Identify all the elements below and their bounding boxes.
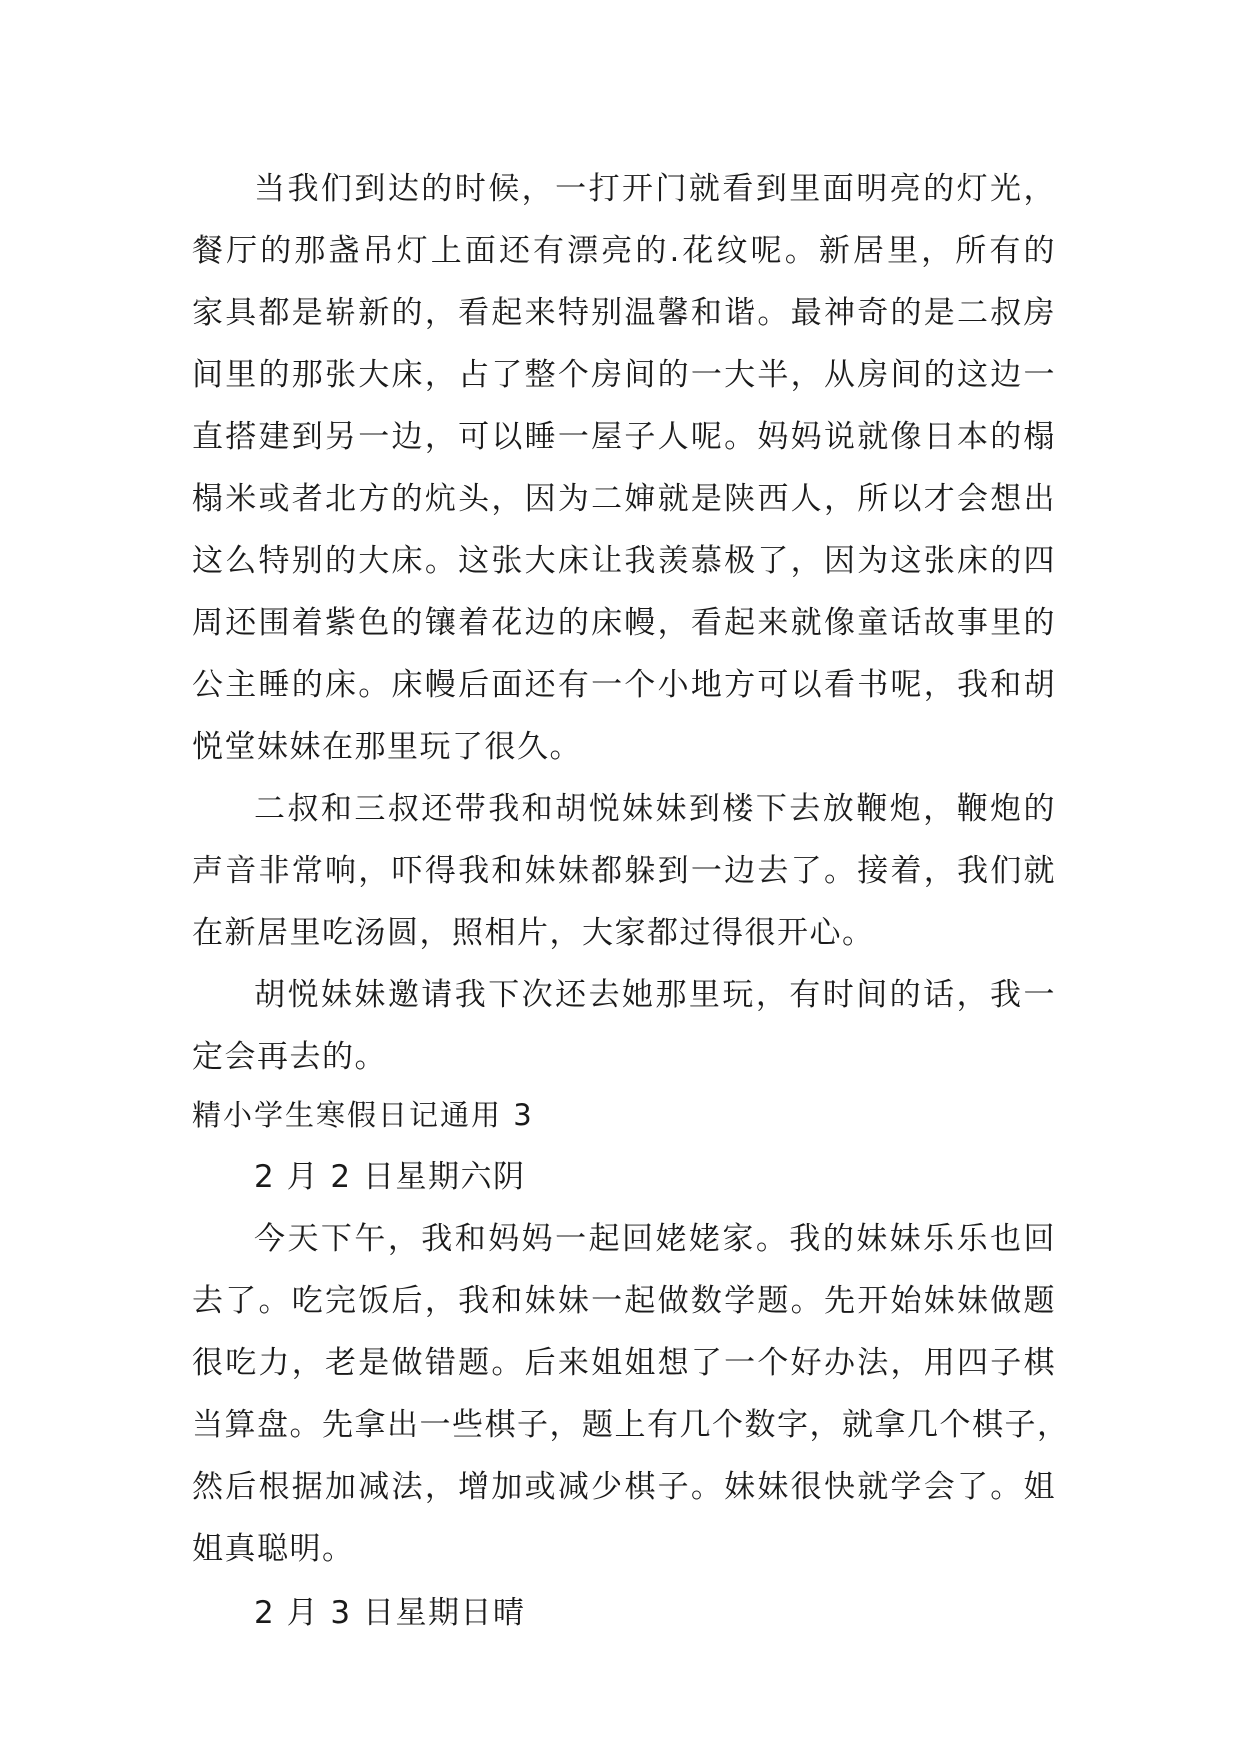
text-line: 很吃力，老是做错题。后来姐姐想了一个好办法，用四子棋: [192, 1345, 1056, 1381]
section-title: 精小学生寒假日记通用 3: [192, 1098, 534, 1132]
text-line: 然后根据加减法，增加或减少棋子。妹妹很快就学会了。姐: [192, 1469, 1056, 1505]
entry-date: 2 月 3 日星期日晴: [254, 1595, 526, 1631]
text-line: 直搭建到另一边，可以睡一屋子人呢。妈妈说就像日本的榻: [192, 419, 1056, 455]
text-line: 公主睡的床。床幔后面还有一个小地方可以看书呢，我和胡: [192, 667, 1056, 703]
text-line: 姐真聪明。: [192, 1531, 355, 1567]
entry-date: 2 月 2 日星期六阴: [254, 1159, 526, 1195]
text-line: 去了。吃完饭后，我和妹妹一起做数学题。先开始妹妹做题: [192, 1283, 1056, 1319]
text-line: 家具都是崭新的，看起来特别温馨和谐。最神奇的是二叔房: [192, 295, 1056, 331]
text-line: 榻米或者北方的炕头，因为二婶就是陕西人，所以才会想出: [192, 481, 1056, 517]
text-line: 餐厅的那盏吊灯上面还有漂亮的.花纹呢。新居里，所有的: [192, 233, 1056, 269]
text-line: 当我们到达的时候，一打开门就看到里面明亮的灯光，: [254, 171, 1056, 207]
text-line: 间里的那张大床，占了整个房间的一大半，从房间的这边一: [192, 357, 1056, 393]
text-line: 声音非常响，吓得我和妹妹都躲到一边去了。接着，我们就: [192, 853, 1056, 889]
text-line: 胡悦妹妹邀请我下次还去她那里玩，有时间的话，我一: [254, 977, 1056, 1013]
text-line: 在新居里吃汤圆，照相片，大家都过得很开心。: [192, 915, 875, 951]
text-line: 今天下午，我和妈妈一起回姥姥家。我的妹妹乐乐也回: [254, 1221, 1056, 1257]
text-line: 定会再去的。: [192, 1039, 387, 1075]
text-line: 二叔和三叔还带我和胡悦妹妹到楼下去放鞭炮，鞭炮的: [254, 791, 1056, 827]
text-line: 周还围着紫色的镶着花边的床幔，看起来就像童话故事里的: [192, 605, 1056, 641]
text-line: 这么特别的大床。这张大床让我羡慕极了，因为这张床的四: [192, 543, 1056, 579]
text-line: 悦堂妹妹在那里玩了很久。: [192, 729, 582, 765]
text-line: 当算盘。先拿出一些棋子，题上有几个数字，就拿几个棋子，: [192, 1407, 1070, 1443]
